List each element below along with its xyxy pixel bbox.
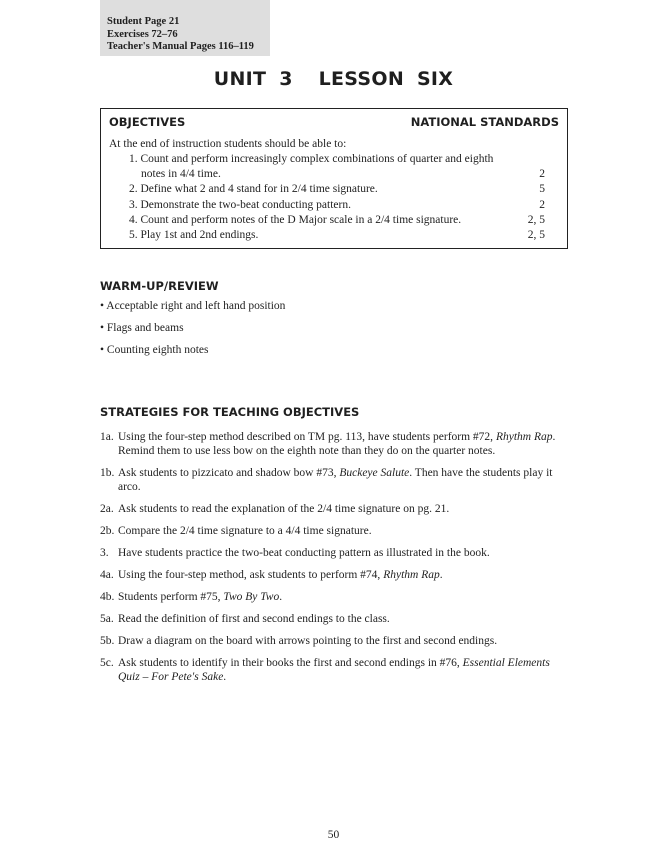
strategy-number: 3.: [100, 547, 109, 559]
strategy-number: 5c.: [100, 657, 114, 669]
objective-item: [101, 198, 567, 213]
strategy-text: Have students practice the two-beat conducting pattern as illustrated in the book.: [118, 547, 490, 559]
warmup-list: [100, 300, 285, 366]
objective-standard: 5: [539, 183, 545, 196]
exercise-title: Two By Two: [223, 591, 280, 603]
objective-text: 4. Count and perform notes of the D Major scale in a 2/4 time signature.: [129, 213, 462, 226]
strategy-number: 4b.: [100, 591, 115, 603]
strategy-item: [100, 612, 570, 626]
strategy-number: 2b.: [100, 525, 115, 537]
objective-standard: 2, 5: [527, 229, 545, 242]
strategy-item: [100, 590, 570, 604]
page-title: UNIT 3 LESSON SIX: [213, 68, 454, 90]
exercise-title: Essential Elements Quiz – For Pete's Sake: [118, 657, 550, 683]
objective-standard: 2: [539, 198, 545, 211]
objectives-box: [100, 108, 568, 249]
exercise-title: Rhythm Rap: [495, 431, 553, 443]
teachers-manual-ref: Teacher's Manual Pages 116–119: [107, 41, 254, 52]
objective-item: [101, 182, 567, 197]
strategy-text: Students perform #75,: [118, 591, 224, 603]
strategy-item: [100, 546, 570, 560]
strategies-list: [100, 430, 570, 692]
exercises-ref: Exercises 72–76: [107, 28, 178, 40]
strategy-item: [100, 502, 570, 516]
strategies-heading: STRATEGIES FOR TEACHING OBJECTIVES: [100, 405, 360, 419]
objective-standard: 2: [539, 168, 545, 181]
strategy-item: [100, 430, 570, 458]
objective-text: 3. Demonstrate the two-beat conducting pattern.: [129, 198, 351, 211]
strategy-text: Ask students to identify in their books the first and second endings in #76,: [118, 657, 463, 669]
strategy-text-end: .: [439, 569, 443, 581]
strategy-text: Draw a diagram on the board with arrows pointing to the first and second endings.: [118, 635, 498, 647]
objective-text: 5. Play 1st and 2nd endings.: [129, 229, 259, 242]
objective-standard: 2, 5: [527, 213, 545, 226]
strategy-item: [100, 466, 570, 494]
strategy-number: 1b.: [100, 467, 115, 479]
page-number: 50: [327, 829, 340, 841]
objective-item: [101, 152, 567, 182]
strategy-text-end: .: [279, 591, 283, 603]
objective-text: 2. Define what 2 and 4 stand for in 2/4 time signature.: [129, 183, 378, 196]
warmup-item: • Acceptable right and left hand position: [100, 300, 286, 312]
objectives-list: [101, 152, 567, 243]
strategy-text: Using the four-step method described on TM pg. 113, have students perform #72,: [118, 431, 496, 443]
strategy-number: 5b.: [100, 635, 115, 647]
objectives-heading: OBJECTIVES: [109, 115, 186, 129]
student-page-ref: Student Page 21: [107, 16, 180, 27]
strategy-text-end: .: [223, 671, 227, 683]
objectives-intro: At the end of instruction students should be able to:: [109, 138, 347, 150]
warmup-item: • Flags and beams: [100, 322, 184, 334]
warmup-item: • Counting eighth notes: [100, 344, 209, 356]
strategy-number: 1a.: [100, 431, 114, 443]
exercise-title: Rhythm Rap: [383, 569, 440, 581]
strategy-text: Ask students to pizzicato and shadow bow #73,: [118, 467, 340, 479]
objective-text: 1. Count and perform increasingly complex combinations of quarter and eighth notes in 4/4 time.: [129, 153, 494, 181]
strategy-item: [100, 524, 570, 538]
strategy-item: [100, 634, 570, 648]
strategy-item: [100, 656, 570, 684]
objective-item: [101, 228, 567, 243]
objective-item: [101, 213, 567, 228]
strategy-text: Compare the 2/4 time signature to a 4/4 time signature.: [118, 525, 372, 537]
strategy-text-end: . Then have the students play it arco.: [118, 467, 553, 493]
strategy-number: 4a.: [100, 569, 114, 581]
strategy-text-end: . Remind them to use less bow on the eighth note than they do on the quarter notes.: [118, 431, 556, 457]
strategy-item: [100, 568, 570, 582]
strategy-text: Ask students to read the explanation of the 2/4 time signature on pg. 21.: [118, 503, 450, 515]
strategy-text: Using the four-step method, ask students to perform #74,: [118, 569, 384, 581]
warmup-heading: WARM-UP/REVIEW: [100, 279, 219, 293]
strategy-number: 2a.: [100, 503, 114, 515]
page-reference-box: [100, 0, 270, 56]
strategy-number: 5a.: [100, 613, 114, 625]
national-standards-heading: NATIONAL STANDARDS: [410, 115, 559, 129]
strategy-text: Read the definition of first and second endings to the class.: [118, 613, 390, 625]
exercise-title: Buckeye Salute: [339, 467, 410, 479]
